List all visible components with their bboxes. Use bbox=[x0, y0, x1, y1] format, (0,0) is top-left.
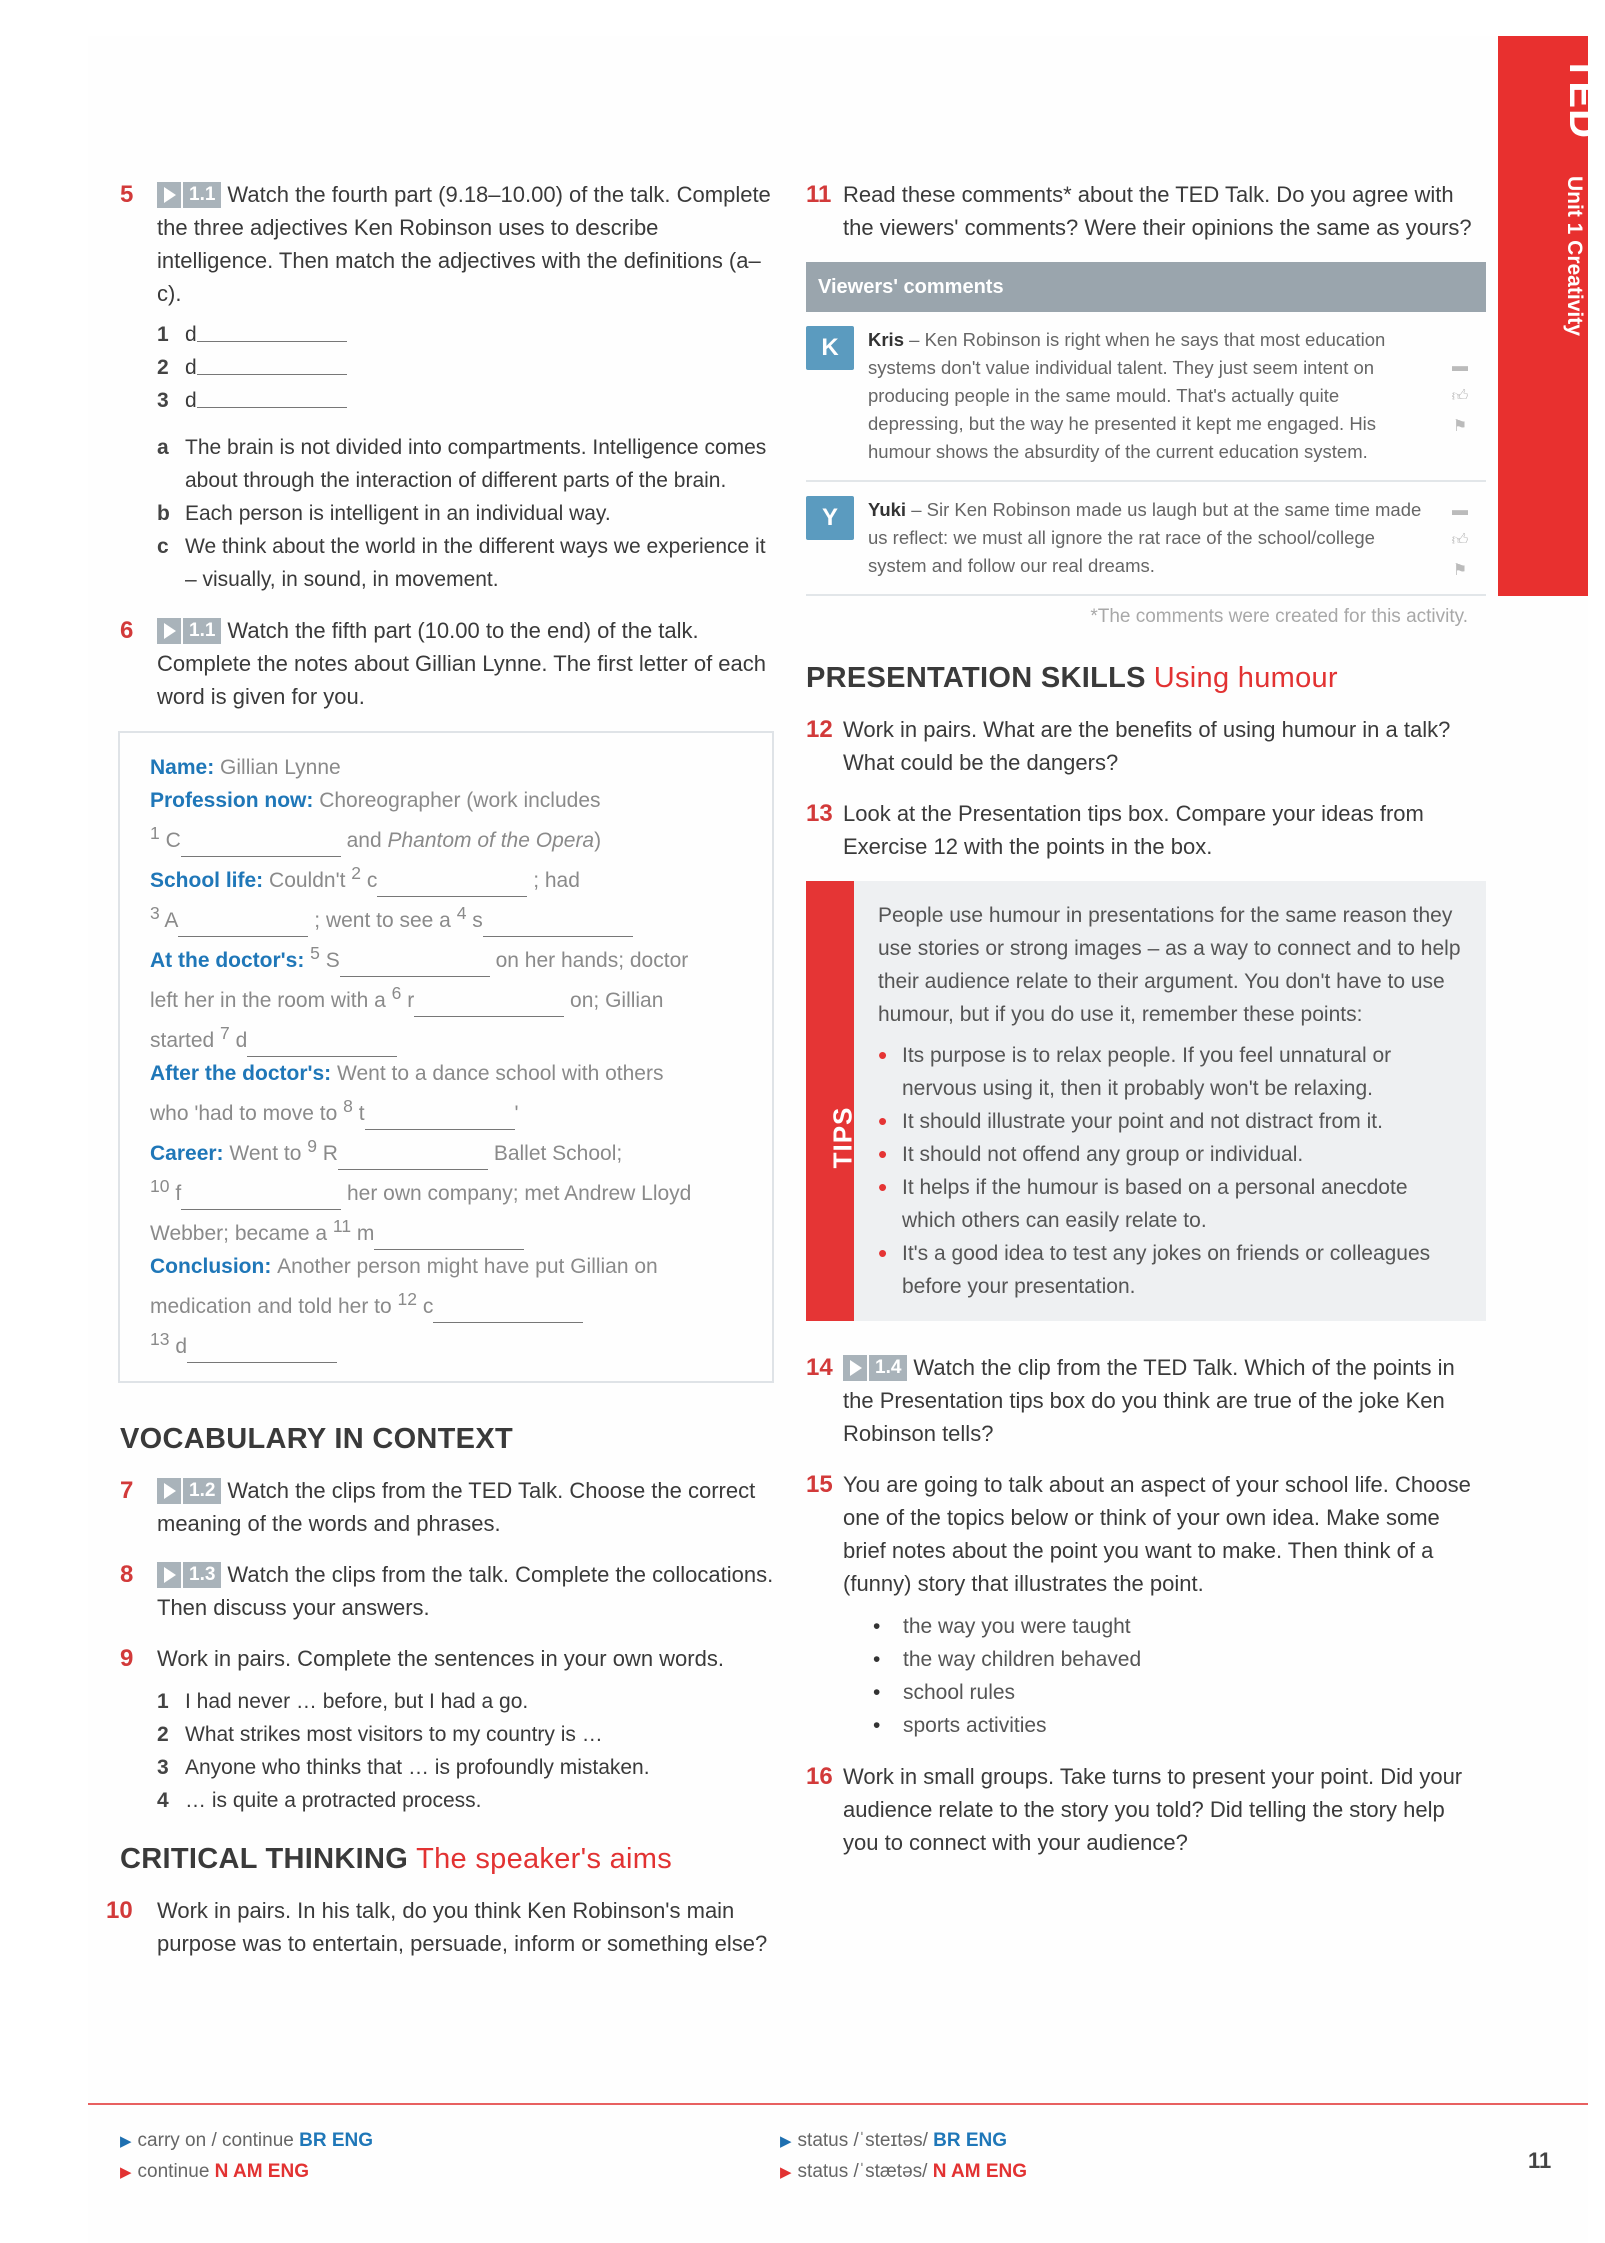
comments-header: Viewers' comments bbox=[806, 262, 1486, 312]
note-blank[interactable] bbox=[374, 1226, 524, 1250]
exercise-6 bbox=[120, 614, 780, 713]
exercise-5 bbox=[120, 178, 780, 596]
exercise-10 bbox=[106, 1894, 780, 1960]
comments-footnote: *The comments were created for this activity. bbox=[1090, 606, 1468, 627]
exercise-9 bbox=[120, 1642, 780, 1817]
left-column bbox=[106, 178, 780, 1978]
section-heading-critical: CRITICAL THINKING The speaker's aims bbox=[120, 1843, 673, 1875]
tips-list bbox=[878, 1039, 1466, 1303]
answer-list bbox=[157, 318, 780, 417]
exercise-7 bbox=[120, 1474, 780, 1540]
exercise-number: 13 bbox=[806, 800, 833, 827]
tip-item: • It's a good idea to test any jokes on friends or colleagues before your presentation. bbox=[878, 1237, 1466, 1303]
footer-glossary-right: ▶ status /ˈsteɪtəs/ BR ENG ▶ status /ˈstætəs/ N AM ENG bbox=[780, 2130, 1027, 2182]
tips-intro: People use humour in presentations for the same reason they use stories or strong images – as a way to connect and to help their audience relate to their argument. You don't have to use humour, but if you do use it, remember these points: bbox=[878, 904, 1461, 1026]
exercise-instruction: Work in pairs. What are the benefits of using humour in a talk? What could be the dangers? bbox=[843, 717, 1451, 775]
exercise-number: 8 bbox=[120, 1561, 134, 1588]
exercise-number: 11 bbox=[806, 181, 832, 208]
comment-item: K Kris – Ken Robinson is right when he says that most education systems don't value individual talent. They just seem intent on producing people in the same mould. That's actually quite depressing, but the way he presented it kept me engaged. His humour shows the absurdity of the current education system. ▬ 👍︎ ⚑ bbox=[806, 312, 1486, 482]
exercise-number: 14 bbox=[806, 1354, 833, 1381]
exercise-8 bbox=[120, 1558, 780, 1624]
sentence-item: 2 What strikes most visitors to my country is … bbox=[157, 1723, 603, 1746]
topic-item: • the way children behaved bbox=[873, 1643, 1486, 1676]
video-play-icon[interactable]: 1.4 bbox=[843, 1355, 907, 1381]
topic-item: • the way you were taught bbox=[873, 1610, 1486, 1643]
sentence-item: 3 Anyone who thinks that … is profoundly mistaken. bbox=[157, 1756, 650, 1779]
exercise-instruction: Watch the fourth part (9.18–10.00) of the talk. Complete the three adjectives Ken Robinson uses to describe intelligence. Then match the adjectives with the definitions (a–c). bbox=[157, 182, 771, 306]
video-play-icon[interactable]: 1.2 bbox=[157, 1478, 221, 1504]
note-blank[interactable] bbox=[178, 913, 308, 937]
exercise-instruction: Work in pairs. In his talk, do you think Ken Robinson's main purpose was to entertain, persuade, inform or something else? bbox=[157, 1898, 768, 1956]
exercise-instruction: Watch the clips from the TED Talk. Choose the correct meaning of the words and phrases. bbox=[157, 1478, 756, 1536]
topic-item: • school rules bbox=[873, 1676, 1486, 1709]
exercise-15 bbox=[806, 1468, 1486, 1742]
exercise-instruction: Look at the Presentation tips box. Compare your ideas from Exercise 12 with the points in the box. bbox=[843, 801, 1424, 859]
like-icon[interactable]: 👍︎ bbox=[1451, 388, 1469, 405]
footer-glossary-left: ▶ carry on / continue BR ENG ▶ continue N AM ENG bbox=[120, 2130, 374, 2182]
exercise-number: 9 bbox=[120, 1645, 134, 1672]
definition-item: b Each person is intelligent in an individual way. bbox=[157, 502, 611, 525]
exercise-number: 5 bbox=[120, 181, 134, 208]
topic-list bbox=[873, 1610, 1486, 1742]
definition-list bbox=[157, 431, 780, 596]
exercise-number: 7 bbox=[120, 1477, 134, 1504]
definition-item: a The brain is not divided into compartments. Intelligence comes about through the interaction of different parts of the brain. bbox=[157, 436, 767, 492]
section-heading-presentation: PRESENTATION SKILLS Using humour bbox=[806, 662, 1338, 694]
exercise-instruction: Watch the clips from the talk. Complete the collocations. Then discuss your answers. bbox=[157, 1562, 774, 1620]
note-blank[interactable] bbox=[414, 993, 564, 1017]
reply-icon[interactable]: ▬ bbox=[1452, 502, 1468, 519]
tip-item: • Its purpose is to relax people. If you feel unnatural or nervous using it, then it probably won't be relaxing. bbox=[878, 1039, 1466, 1105]
tip-item: • It helps if the humour is based on a personal anecdote which others can easily relate to. bbox=[878, 1171, 1466, 1237]
definition-item: c We think about the world in the different ways we experience it – visually, in sound, in movement. bbox=[157, 535, 766, 591]
note-blank[interactable] bbox=[181, 1186, 341, 1210]
right-column bbox=[806, 178, 1486, 1877]
exercise-instruction: You are going to talk about an aspect of your school life. Choose one of the topics below or think of your own idea. Make some brief notes about the point you want to make. Then think of a (funny) story that illustrates the point. bbox=[843, 1472, 1471, 1596]
answer-item: 1 d bbox=[157, 318, 780, 351]
exercise-instruction: Work in small groups. Take turns to present your point. Did your audience relate to the story you told? Did telling the story help you to connect with your audience? bbox=[843, 1764, 1463, 1855]
exercise-instruction: Read these comments* about the TED Talk. Do you agree with the viewers' comments? Were their opinions the same as yours? bbox=[843, 182, 1472, 240]
ted-logo: TED bbox=[1561, 56, 1605, 139]
exercise-number: 15 bbox=[806, 1471, 833, 1498]
answer-blank[interactable] bbox=[197, 384, 347, 408]
exercise-16 bbox=[806, 1760, 1486, 1859]
section-heading-vocabulary: VOCABULARY IN CONTEXT bbox=[120, 1423, 513, 1455]
topic-item: • sports activities bbox=[873, 1709, 1486, 1742]
footer-divider bbox=[88, 2103, 1588, 2105]
reply-icon[interactable]: ▬ bbox=[1452, 358, 1468, 375]
video-play-icon[interactable]: 1.3 bbox=[157, 1562, 221, 1588]
exercise-13 bbox=[806, 797, 1486, 863]
answer-item: 2 d bbox=[157, 351, 780, 384]
unit-label: Unit 1 Creativity bbox=[1563, 176, 1586, 336]
note-blank[interactable] bbox=[338, 1146, 488, 1170]
note-blank[interactable] bbox=[377, 873, 527, 897]
exercise-12 bbox=[806, 713, 1486, 779]
exercise-14 bbox=[806, 1351, 1486, 1450]
note-blank[interactable] bbox=[181, 833, 341, 857]
note-blank[interactable] bbox=[340, 953, 490, 977]
arrow-icon: ▶ bbox=[780, 2164, 792, 2181]
unit-side-tab bbox=[1498, 36, 1605, 596]
viewers-comments-box bbox=[806, 262, 1486, 656]
flag-icon[interactable]: ⚑ bbox=[1452, 418, 1468, 435]
note-blank[interactable] bbox=[483, 913, 633, 937]
page-number: 11 bbox=[1528, 2148, 1552, 2173]
avatar: K bbox=[806, 326, 854, 370]
arrow-icon: ▶ bbox=[120, 2133, 132, 2150]
avatar: Y bbox=[806, 496, 854, 540]
note-blank[interactable] bbox=[433, 1299, 583, 1323]
note-blank[interactable] bbox=[365, 1106, 515, 1130]
like-icon[interactable]: 👍︎ bbox=[1451, 532, 1469, 549]
tip-item: • It should not offend any group or individual. bbox=[878, 1138, 1466, 1171]
exercise-instruction: Watch the clip from the TED Talk. Which of the points in the Presentation tips box do you think are true of the joke Ken Robinson tells? bbox=[843, 1355, 1455, 1446]
tips-label-bar: TIPS bbox=[806, 881, 854, 1321]
exercise-instruction: Work in pairs. Complete the sentences in your own words. bbox=[157, 1646, 724, 1671]
answer-blank[interactable] bbox=[197, 351, 347, 375]
sentence-item: 4 … is quite a protracted process. bbox=[157, 1789, 482, 1812]
exercise-number: 16 bbox=[806, 1763, 833, 1790]
sentence-list bbox=[157, 1685, 780, 1817]
flag-icon[interactable]: ⚑ bbox=[1452, 562, 1468, 579]
arrow-icon: ▶ bbox=[120, 2164, 132, 2181]
exercise-instruction: Watch the fifth part (10.00 to the end) of the talk. Complete the notes about Gillian Lynne. The first letter of each word is given for you. bbox=[157, 618, 767, 709]
tip-item: • It should illustrate your point and not distract from it. bbox=[878, 1105, 1466, 1138]
note-blank[interactable] bbox=[247, 1033, 397, 1057]
exercise-number: 10 bbox=[106, 1897, 133, 1924]
video-play-icon[interactable]: 1.1 bbox=[157, 182, 221, 208]
comment-item: Y Yuki – Sir Ken Robinson made us laugh but at the same time made us reflect: we must all ignore the rat race of the school/college system and follow our real dreams. ▬ 👍︎ ⚑ bbox=[806, 482, 1486, 596]
exercise-number: 6 bbox=[120, 617, 134, 644]
arrow-icon: ▶ bbox=[780, 2133, 792, 2150]
gillian-lynne-notes: Name: Gillian Lynne Profession now: Choreographer (work includes $^1$ C and Phantom of the Opera) School life: Couldn't $^2$ c ; had $^3$ A ; went to see a $^4$ s At the doctor's: $^5$ S on her hands; doctor left her in the room with a $^6$ r on; Gillian started $^7$ d After the doctor's: Went to a dance school with others who 'had to move to $^8$ t ' Career: Went to $^9$ R Ballet School; $^{10}$ f her own company; met Andrew Lloyd Webber; became a $^{11}$ m Conclusion: Another person might have put Gillian on medication and told her to $^{12}$ c $^{13}$ d bbox=[118, 731, 774, 1383]
exercise-number: 12 bbox=[806, 716, 833, 743]
video-play-icon[interactable]: 1.1 bbox=[157, 618, 221, 644]
answer-blank[interactable] bbox=[197, 318, 347, 342]
presentation-tips-box bbox=[806, 881, 1486, 1321]
sentence-item: 1 I had never … before, but I had a go. bbox=[157, 1690, 529, 1713]
note-blank[interactable] bbox=[187, 1339, 337, 1363]
answer-item: 3 d bbox=[157, 384, 780, 417]
exercise-11 bbox=[806, 178, 1486, 244]
